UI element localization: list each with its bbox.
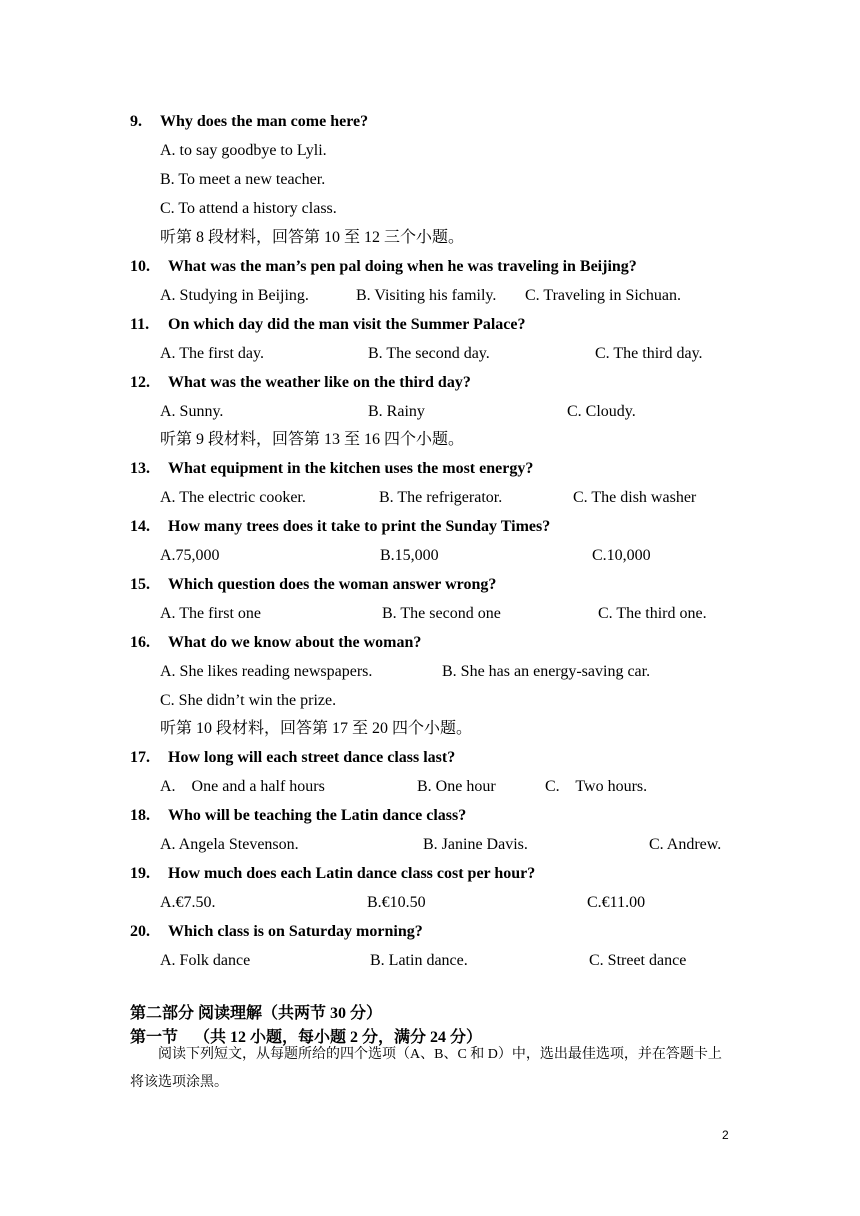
option-a: A. Folk dance [160, 952, 251, 969]
option-c: C.10,000 [592, 547, 651, 564]
listening-instruction: 听第 9 段材料，回答第 13 至 16 四个小题。 [160, 431, 465, 448]
question-text: What was the man’s pen pal doing when he was traveling in Beijing? [168, 258, 637, 275]
question-number: 20. [130, 923, 150, 940]
option-a: A. Angela Stevenson. [160, 836, 299, 853]
option-b: B. Rainy [368, 403, 425, 420]
option-a: A. The first one [160, 605, 262, 622]
part-two-heading: 第二部分 阅读理解（共两节 30 分） [130, 1005, 383, 1022]
option-b: B.€10.50 [367, 894, 426, 911]
question-number: 14. [130, 518, 150, 535]
option-b: B. Latin dance. [370, 952, 468, 969]
question-number: 13. [130, 460, 150, 477]
reading-instructions: 阅读下列短文，从每题所给的四个选项（A、B、C 和 D）中，选出最佳选项，并在答题卡上将该选项涂黑。 [130, 1047, 722, 1090]
option-b: B. Visiting his family. [356, 287, 497, 304]
option-b: B. Janine Davis. [423, 836, 528, 853]
question-number: 15. [130, 576, 150, 593]
section-one-heading: 第一节 （共 12 小题，每小题 2 分，满分 24 分） [130, 1029, 483, 1046]
listening-instruction: 听第 10 段材料，回答第 17 至 20 四个小题。 [160, 720, 473, 737]
question-text: What was the weather like on the third day? [168, 374, 471, 391]
question-number: 9. [130, 113, 142, 130]
option-b: B. To meet a new teacher. [160, 171, 326, 188]
option-b: B. The second one [382, 605, 501, 622]
option-c: C. Street dance [589, 952, 687, 969]
question-text: What equipment in the kitchen uses the most energy? [168, 460, 534, 477]
option-c: C. The dish washer [573, 489, 697, 506]
option-b: B.15,000 [380, 547, 439, 564]
question-text: Which class is on Saturday morning? [168, 923, 423, 940]
option-c: C. Traveling in Sichuan. [525, 287, 682, 304]
option-c: C. She didn’t win the prize. [160, 692, 337, 709]
question-number: 17. [130, 749, 150, 766]
option-a: A. She likes reading newspapers. [160, 663, 373, 680]
option-a: A. One and a half hours [160, 778, 325, 795]
option-a: A. The electric cooker. [160, 489, 306, 506]
question-number: 12. [130, 374, 150, 391]
option-a: A. Studying in Beijing. [160, 287, 309, 304]
option-b: B. The second day. [368, 345, 490, 362]
question-number: 16. [130, 634, 150, 651]
option-c: C. Cloudy. [567, 403, 636, 420]
question-text: Which question does the woman answer wrong? [168, 576, 497, 593]
question-text: Who will be teaching the Latin dance class? [168, 807, 467, 824]
option-a: A. Sunny. [160, 403, 224, 420]
question-number: 19. [130, 865, 150, 882]
option-c: C.€11.00 [587, 894, 646, 911]
option-a: A.€7.50. [160, 894, 216, 911]
question-text: Why does the man come here? [160, 113, 369, 130]
page-number: 2 [722, 1128, 729, 1142]
question-text: How long will each street dance class last? [168, 749, 456, 766]
question-text: How much does each Latin dance class cost per hour? [168, 865, 536, 882]
question-number: 18. [130, 807, 150, 824]
option-a: A. to say goodbye to Lyli. [160, 142, 327, 159]
question-number: 10. [130, 258, 150, 275]
option-c: C. The third one. [598, 605, 707, 622]
option-b: B. One hour [417, 778, 496, 795]
question-text: How many trees does it take to print the Sunday Times? [168, 518, 551, 535]
option-c: C. To attend a history class. [160, 200, 337, 217]
option-b: B. She has an energy-saving car. [442, 663, 651, 680]
listening-instruction: 听第 8 段材料，回答第 10 至 12 三个小题。 [160, 229, 465, 246]
question-text: What do we know about the woman? [168, 634, 422, 651]
option-c: C. The third day. [595, 345, 703, 362]
question-number: 11. [130, 316, 150, 333]
option-c: C. Two hours. [545, 778, 648, 795]
question-text: On which day did the man visit the Summer Palace? [168, 316, 526, 333]
option-a: A. The first day. [160, 345, 264, 362]
option-c: C. Andrew. [649, 836, 722, 853]
option-a: A.75,000 [160, 547, 220, 564]
option-b: B. The refrigerator. [379, 489, 503, 506]
